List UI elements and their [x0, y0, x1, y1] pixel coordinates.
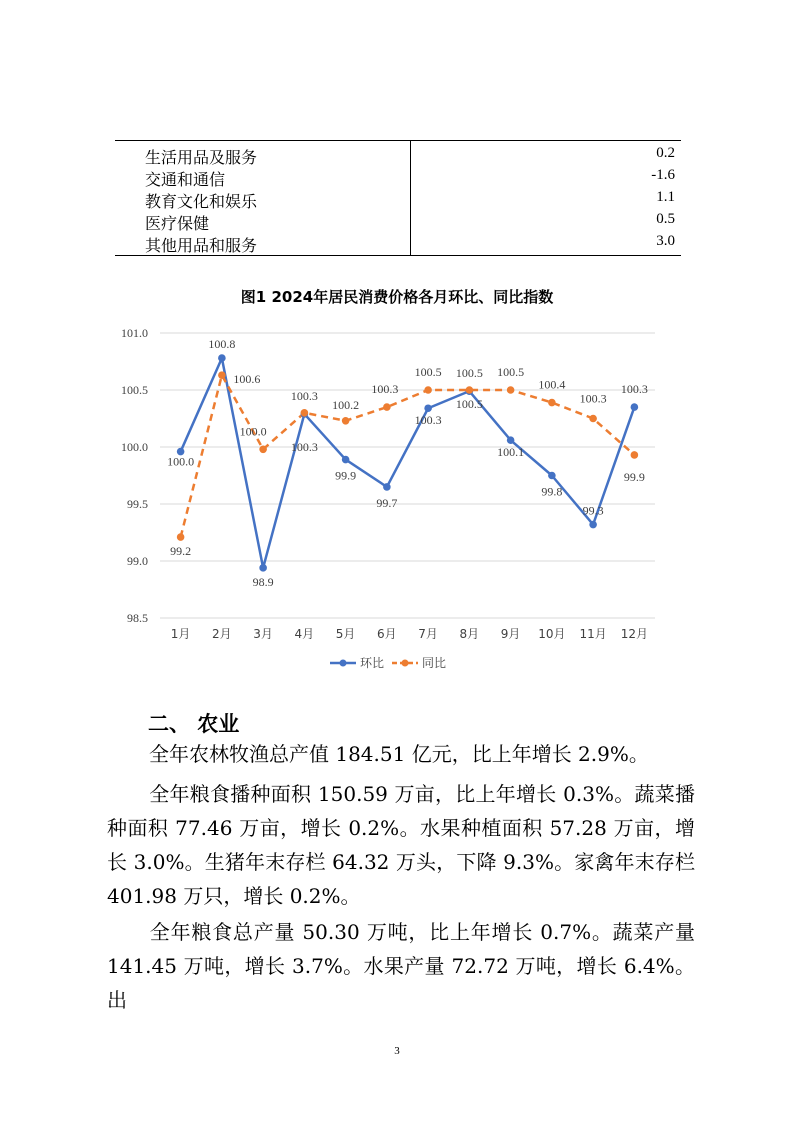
x-tick-label: 3月 — [253, 627, 273, 641]
data-point — [548, 472, 556, 480]
data-label: 100.6 — [233, 372, 261, 387]
data-point — [383, 483, 391, 491]
data-point — [548, 399, 556, 407]
paragraph-text: 全年粮食总产量 50.30 万吨，比上年增长 0.7%。蔬菜产量 141.45 万吨，增长 3.7%。水果产量 72.72 万吨，增长 6.4%。出 — [107, 920, 695, 1012]
y-tick-label: 98.5 — [127, 611, 148, 625]
row-label: 教育文化和娱乐 — [145, 192, 258, 211]
legend-label: 同比 — [422, 656, 447, 670]
y-tick-label: 100.5 — [121, 383, 148, 397]
y-tick-label: 101.0 — [121, 326, 148, 340]
page-number: 3 — [394, 1045, 400, 1057]
y-tick-label: 100.0 — [121, 440, 148, 454]
data-point — [424, 404, 432, 412]
x-tick-label: 7月 — [418, 627, 438, 641]
data-point — [631, 451, 639, 459]
data-label: 100.3 — [371, 382, 399, 397]
data-label: 100.3 — [290, 388, 318, 403]
legend-marker — [402, 660, 409, 667]
table-row — [115, 231, 681, 253]
paragraph-text: 全年农林牧渔总产值 184.51 亿元，比上年增长 2.9%。 — [149, 742, 649, 766]
data-label: 100.3 — [620, 382, 648, 397]
row-value: -1.6 — [651, 167, 675, 183]
y-tick-label: 99.5 — [127, 497, 148, 511]
row-value: 0.5 — [656, 211, 675, 227]
data-label: 100.8 — [208, 337, 236, 352]
data-label: 100.3 — [290, 439, 318, 454]
table-row — [115, 187, 681, 209]
series-line-yoy — [181, 375, 635, 537]
legend-marker — [340, 660, 347, 667]
row-label: 医疗保健 — [145, 214, 210, 233]
data-point — [631, 403, 639, 411]
table-top-rule — [115, 140, 681, 141]
data-label: 99.9 — [335, 468, 357, 483]
data-point — [424, 386, 432, 394]
chart-title: 图1 2024年居民消费价格各月环比、同比指数 — [240, 288, 554, 306]
data-label: 100.5 — [455, 366, 483, 381]
section-heading: 二、 农业 — [148, 712, 240, 736]
x-tick-label: 4月 — [294, 627, 315, 641]
data-label: 98.9 — [252, 574, 274, 589]
data-label: 99.9 — [623, 469, 645, 484]
data-point — [466, 386, 474, 394]
data-point — [589, 415, 597, 423]
paragraph — [107, 915, 695, 1017]
row-label: 生活用品及服务 — [145, 148, 258, 167]
data-label: 100.5 — [455, 397, 483, 411]
legend-label: 环比 — [360, 656, 385, 670]
y-tick-label: 99.0 — [127, 554, 148, 568]
data-label: 99.3 — [582, 503, 604, 518]
data-point — [177, 533, 185, 541]
row-label: 交通和通信 — [145, 170, 226, 189]
table-row — [115, 143, 681, 165]
data-label: 100.1 — [497, 445, 525, 460]
line-chart — [110, 318, 670, 678]
data-label: 100.5 — [414, 365, 442, 379]
row-value: 1.1 — [656, 189, 675, 205]
x-tick-label: 2月 — [212, 627, 232, 641]
data-point — [259, 564, 267, 572]
x-tick-label: 8月 — [459, 627, 480, 641]
row-value: 0.2 — [656, 145, 675, 161]
row-label: 其他用品和服务 — [145, 236, 258, 255]
data-label: 100.4 — [538, 377, 566, 392]
data-point — [507, 386, 515, 394]
paragraph — [107, 737, 695, 771]
data-label: 100.0 — [239, 424, 267, 439]
data-label: 100.3 — [579, 391, 607, 406]
data-label: 99.7 — [376, 495, 398, 510]
data-label: 99.8 — [541, 484, 563, 499]
x-tick-label: 10月 — [538, 627, 566, 641]
x-tick-label: 1月 — [170, 627, 191, 641]
data-label: 100.5 — [497, 365, 525, 379]
row-value: 3.0 — [656, 233, 675, 249]
data-point — [383, 403, 391, 411]
paragraph-text: 全年粮食播种面积 150.59 万亩，比上年增长 0.3%。蔬菜播种面积 77.46 万亩，增长 0.2%。水果种植面积 57.28 万亩，增长 3.0%。生猪年末存栏 64.32 万头，下降 9.3%。家禽年末存栏 401.98 万只，增长 0.2%。 — [107, 782, 695, 908]
data-point — [589, 521, 597, 529]
data-point — [259, 445, 267, 453]
data-point — [218, 354, 226, 362]
data-point — [218, 371, 226, 379]
table-row — [115, 165, 681, 187]
data-point — [342, 417, 350, 425]
x-tick-label: 12月 — [620, 627, 649, 641]
table-row — [115, 209, 681, 231]
x-tick-label: 5月 — [335, 627, 356, 641]
data-point — [301, 409, 309, 417]
paragraph — [107, 777, 695, 913]
x-tick-label: 11月 — [579, 627, 607, 641]
data-label: 99.2 — [170, 544, 192, 559]
x-tick-label: 9月 — [500, 627, 521, 641]
data-label: 100.0 — [167, 454, 195, 469]
data-point — [507, 436, 515, 444]
data-label: 100.2 — [332, 397, 360, 412]
data-label: 100.3 — [414, 413, 442, 428]
data-point — [342, 456, 350, 464]
x-tick-label: 6月 — [377, 627, 397, 641]
